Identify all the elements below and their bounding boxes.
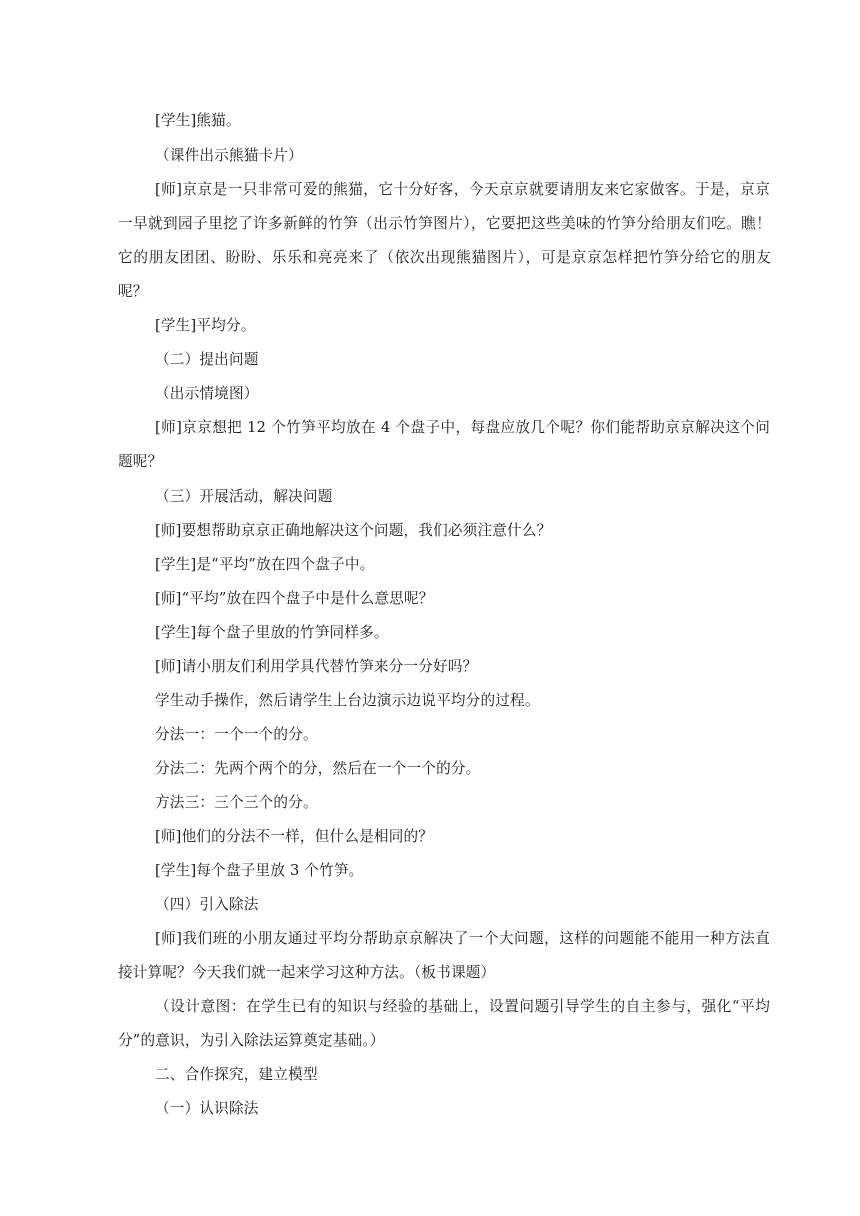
- paragraph-line: [师]京京是一只非常可爱的熊猫，它十分好客，今天京京就要请朋友来它家做客。于是，京京: [155, 181, 770, 198]
- design-intent-line: 分”的意识，为引入除法运算奠定基础。）: [118, 1032, 385, 1049]
- paragraph-line: 它的朋友团团、盼盼、乐乐和亮亮来了（依次出现熊猫图片），可是京京怎样把竹笋分给它的朋友: [118, 249, 771, 266]
- section-heading: （二）提出问题: [155, 351, 259, 368]
- section-heading: （三）开展活动，解决问题: [155, 488, 333, 505]
- paragraph-line: [学生]是“平均”放在四个盘子中。: [155, 556, 375, 573]
- paragraph-line: 题呢？: [118, 453, 163, 470]
- paragraph-line: [师]要想帮助京京正确地解决这个问题，我们必须注意什么？: [155, 522, 552, 539]
- paragraph-line: [学生]平均分。: [155, 317, 256, 334]
- paragraph-line: 方法三：三个三个的分。: [155, 794, 318, 811]
- design-intent-line: （设计意图：在学生已有的知识与经验的基础上，设置问题引导学生的自主参与，强化“平均: [155, 998, 770, 1015]
- paragraph-line: （课件出示熊猫卡片）: [155, 147, 303, 164]
- paragraph-line: 分法一：一个一个的分。: [155, 726, 318, 743]
- section-heading: 二、合作探究，建立模型: [155, 1066, 318, 1083]
- paragraph-line: [师]请小朋友们利用学具代替竹笋来分一分好吗？: [155, 658, 478, 675]
- section-heading: （一）认识除法: [155, 1100, 259, 1117]
- paragraph-line: [师]“平均”放在四个盘子中是什么意思呢？: [155, 590, 434, 607]
- paragraph-line: 学生动手操作，然后请学生上台边演示边说平均分的过程。: [155, 692, 540, 709]
- paragraph-line: 分法二：先两个两个的分，然后在一个一个的分。: [155, 760, 481, 777]
- paragraph-line: [学生]每个盘子里放 3 个竹笋。: [155, 862, 364, 879]
- paragraph-line: 一早就到园子里挖了许多新鲜的竹笋（出示竹笋图片），它要把这些美味的竹笋分给朋友们吃。瞧！: [118, 215, 771, 232]
- paragraph-line: 接计算呢？今天我们就一起来学习这种方法。（板书课题）: [118, 964, 496, 981]
- paragraph-line: [师]他们的分法不一样，但什么是相同的？: [155, 828, 434, 845]
- paragraph-line: （出示情境图）: [155, 385, 259, 402]
- section-heading: （四）引入除法: [155, 896, 259, 913]
- paragraph-line: [学生]每个盘子里放的竹笋同样多。: [155, 624, 389, 641]
- paragraph-line: [师]我们班的小朋友通过平均分帮助京京解决了一个大问题，这样的问题能不能用一种方法直: [155, 930, 770, 947]
- paragraph-line: 呢？: [118, 283, 148, 300]
- paragraph-line: [师]京京想把 12 个竹笋平均放在 4 个盘子中，每盘应放几个呢？你们能帮助京京解决这个问: [155, 419, 770, 436]
- paragraph-line: [学生]熊猫。: [155, 112, 241, 129]
